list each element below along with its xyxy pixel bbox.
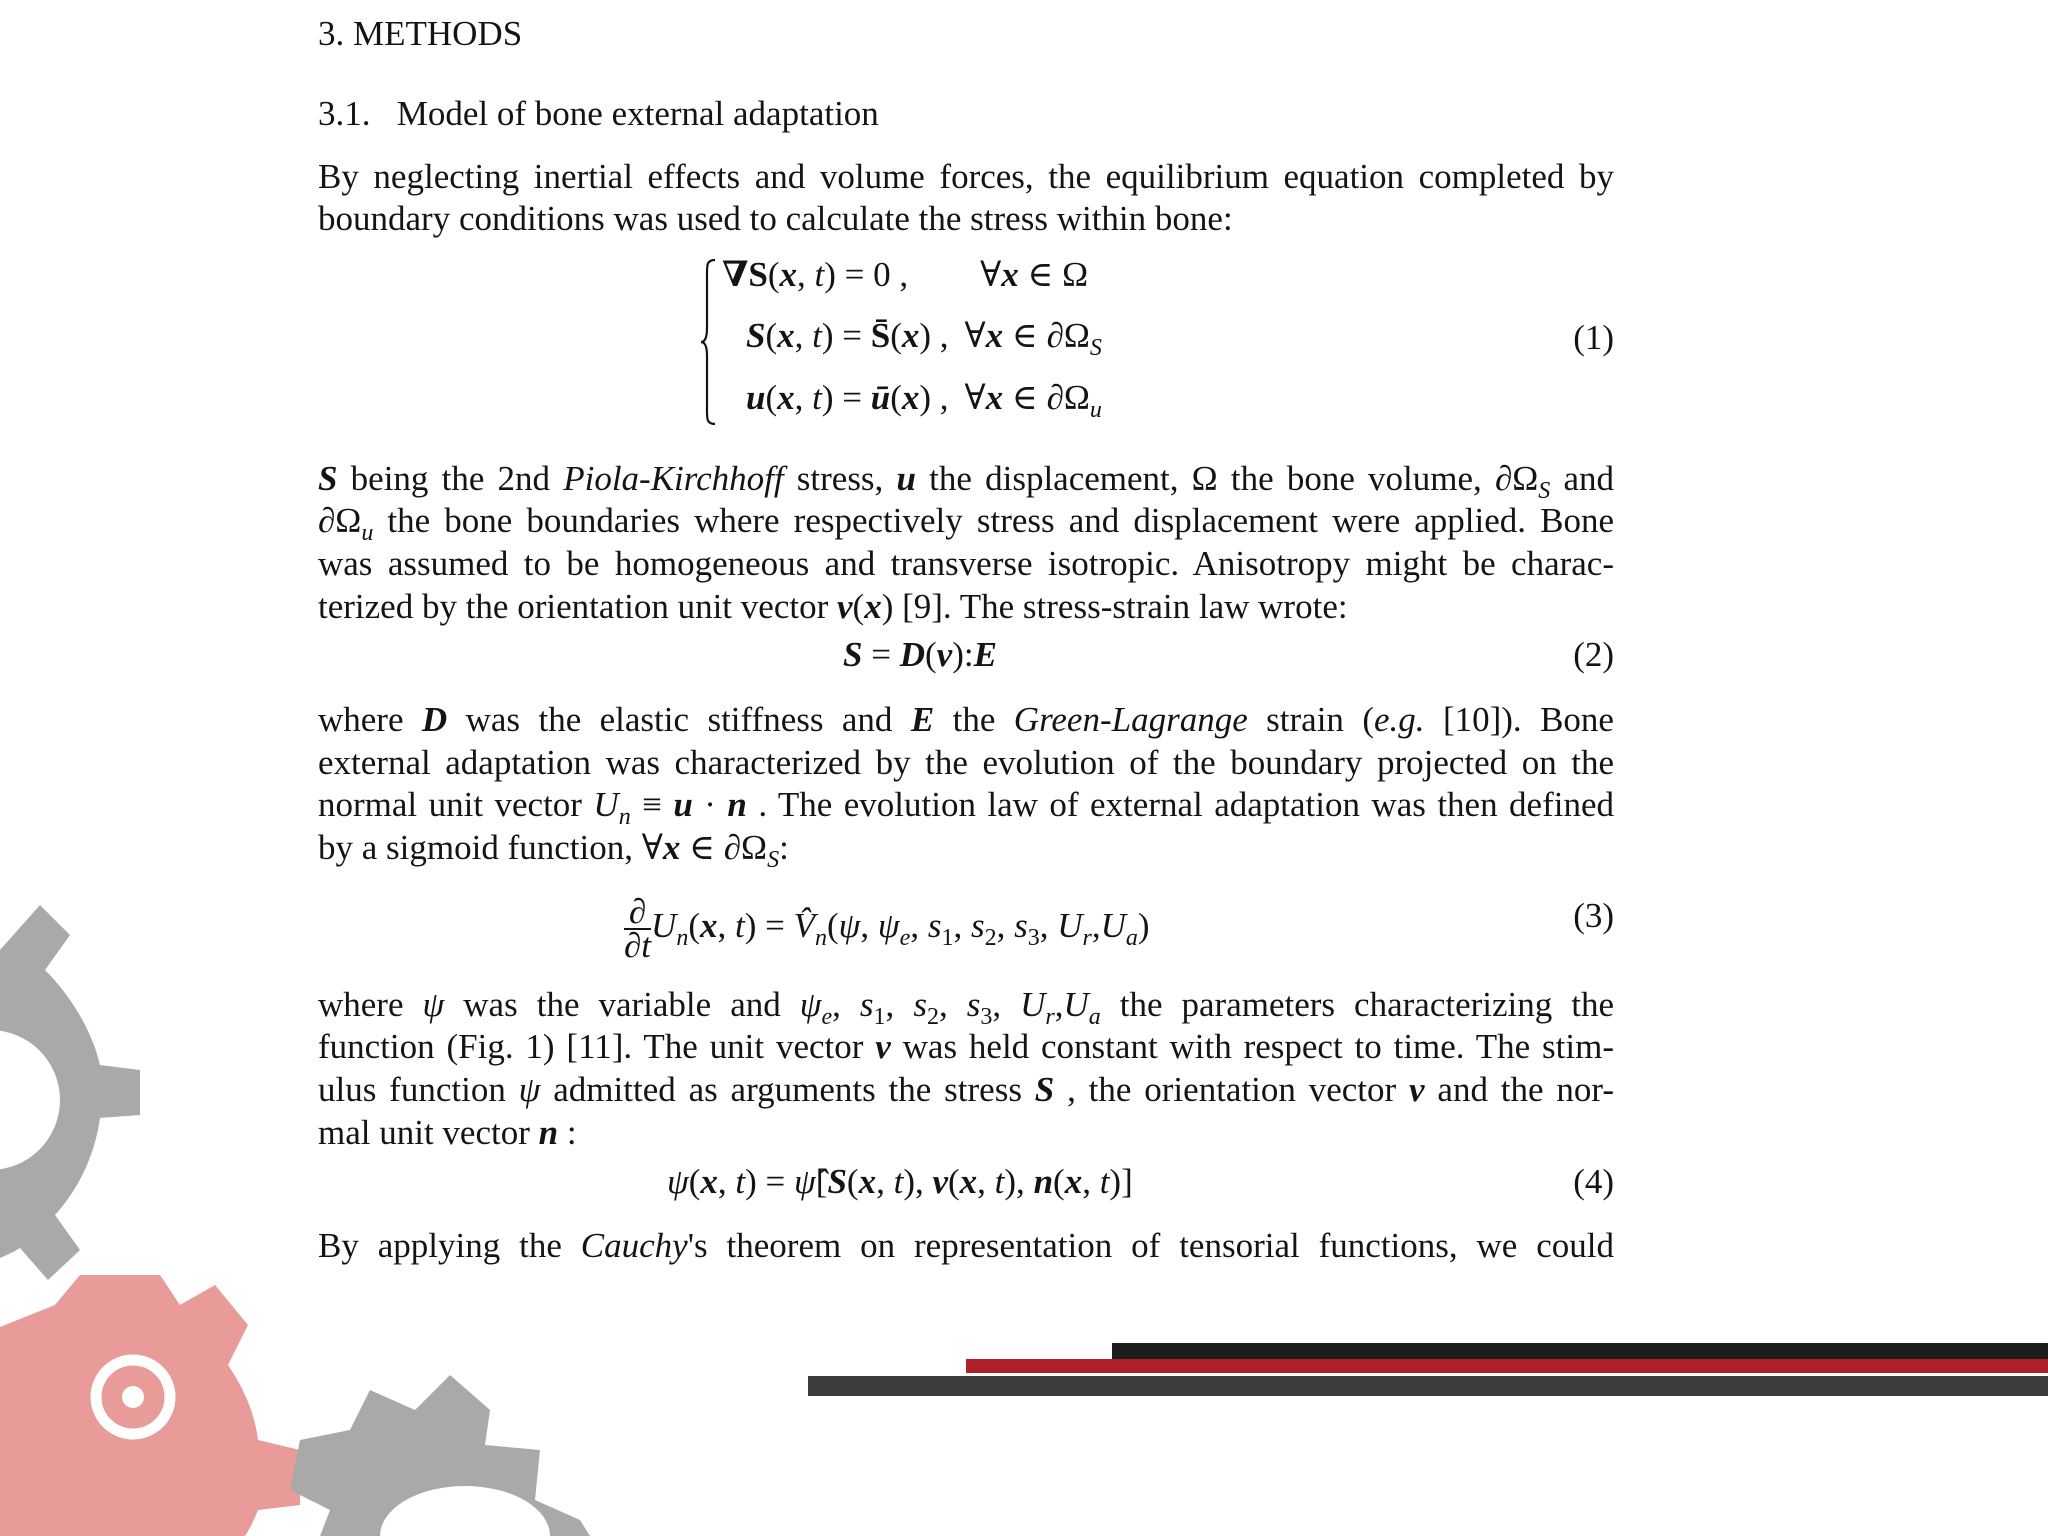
footer-stripe-black (1112, 1343, 2048, 1359)
paragraph-2-line-3: was assumed to be homogeneous and transverse isotropic. Anisotropy might be charac- (318, 544, 1614, 583)
paragraph-3-line-3: normal unit vector $U_n \equiv u \cdot n$ . The evolution law of external adaptation was then defined (318, 785, 1614, 830)
paragraph-1-line-1: By neglecting inertial effects and volume forces, the equilibrium equation completed by (318, 157, 1614, 196)
paragraph-4-line-4: mal unit vector n : (318, 1113, 577, 1152)
equation-1-line-1: ∇S(x, t) = 0 , ∀x ∈ Ω (722, 255, 1089, 294)
footer-stripe-gray (808, 1376, 2048, 1396)
gear-gray-small-icon (290, 1370, 630, 1536)
equation-3-number: (3) (1573, 896, 1614, 935)
paragraph-2-line-2: $\partial\Omega_u$ the bone boundaries where respectively stress and displacement were applied. Bone (318, 501, 1614, 546)
paragraph-4-line-1: where ψ was the variable and $\psi_e$, $s_1$, $s_2$, $s_3$, $U_r,U_a$ the parameters characterizing the (318, 985, 1615, 1030)
equation-1-line-2: S(x, t) = S̄(x) , ∀x ∈ $\partial\Omega_S$ (746, 316, 1102, 361)
equation-brace (700, 258, 716, 426)
paragraph-2-line-1: S being the 2nd Piola-Kirchhoff stress, u the displacement, Ω the bone volume, $\partial\Omega_S$ and (318, 459, 1614, 504)
gear-gray-large-icon (0, 880, 140, 1300)
equation-1-line-3: u(x, t) = ū(x) , ∀x ∈ $\partial\Omega_u$ (746, 378, 1102, 423)
paragraph-3-line-1: where D was the elastic stiffness and E the Green-Lagrange strain (e.g. [10]). Bone (318, 700, 1614, 739)
subsection-heading: 3.1. Model of bone external adaptation (318, 94, 879, 133)
paragraph-2-line-4: terized by the orientation unit vector v(x) [9]. The stress-strain law wrote: (318, 587, 1348, 626)
gear-red-icon (0, 1265, 320, 1536)
equation-2: S = D(v):E (843, 635, 997, 674)
equation-3: ∂ ∂t $U_n(x$, $t) = V̂_n(\psi$, $\psi_e$, $s_1$, $s_2$, $s_3$, $U_r,U_a$) (624, 892, 1150, 965)
paragraph-5-line-1: By applying the Cauchy's theorem on representation of tensorial functions, we could (318, 1226, 1615, 1265)
paragraph-3-line-4: by a sigmoid function, ∀x ∈ $\partial\Omega_S$: (318, 828, 789, 873)
paragraph-1-line-2: boundary conditions was used to calculate the stress within bone: (318, 199, 1233, 238)
footer-stripe-red (966, 1359, 2048, 1373)
paragraph-3-line-2: external adaptation was characterized by the evolution of the boundary projected on the (318, 743, 1614, 782)
paragraph-4-line-2: function (Fig. 1) [11]. The unit vector v was held constant with respect to time. The stim- (318, 1027, 1614, 1066)
paragraph-4-line-3: ulus function ψ admitted as arguments the stress S , the orientation vector v and the nor- (318, 1070, 1614, 1109)
equation-4: ψ(x, t) = ψ̂[S(x, t), v(x, t), n(x, t)] (667, 1162, 1133, 1201)
equation-2-number: (2) (1573, 635, 1614, 674)
section-heading: 3. METHODS (318, 14, 523, 53)
equation-4-number: (4) (1573, 1162, 1614, 1201)
equation-1-number: (1) (1573, 318, 1614, 357)
